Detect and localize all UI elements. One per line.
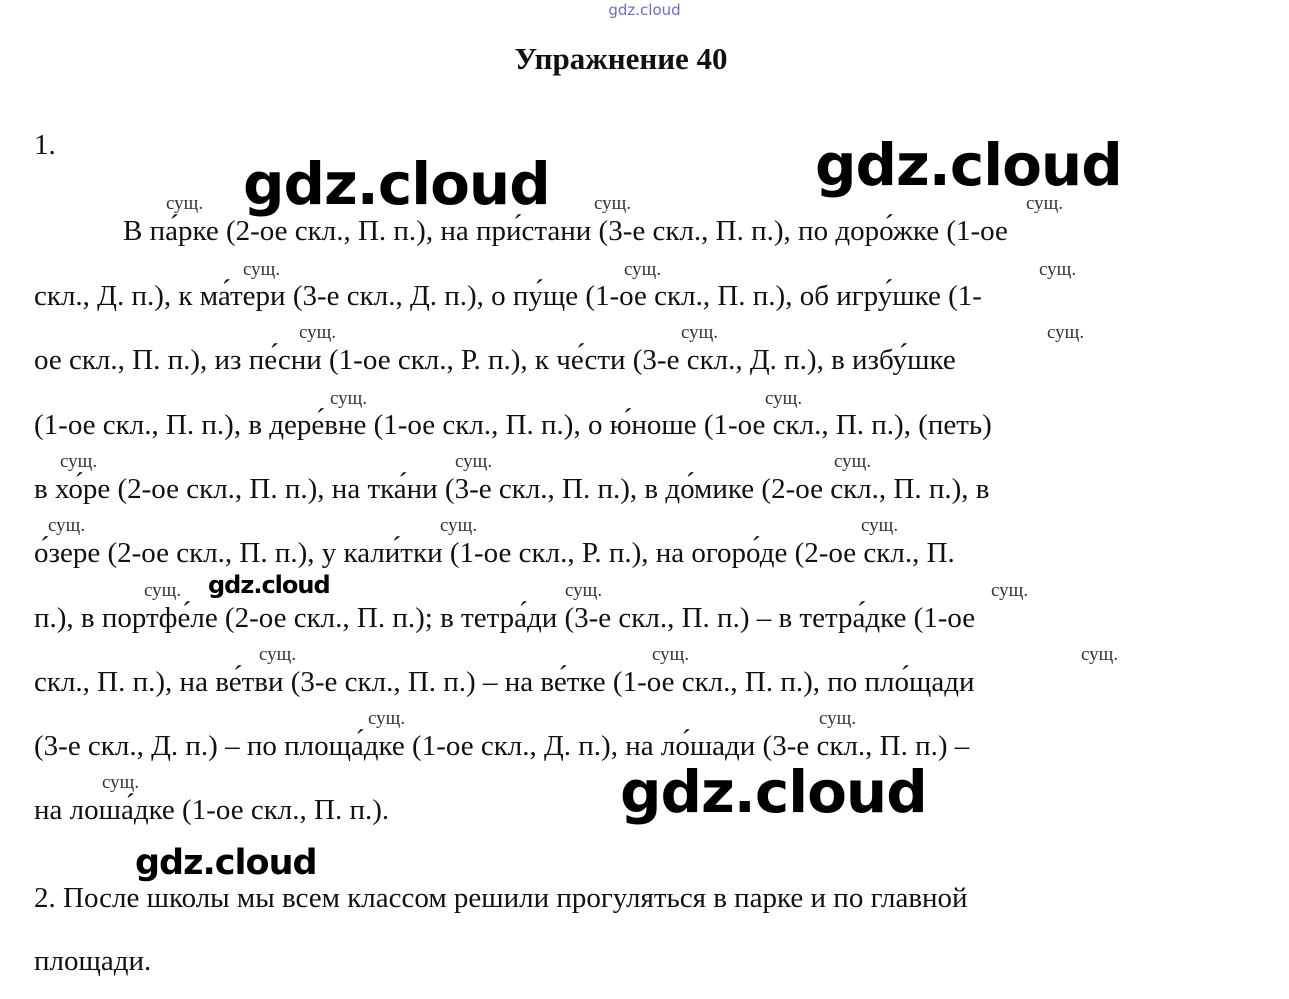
noun-tag: сущ.	[243, 259, 281, 280]
noun-tag: сущ.	[102, 772, 140, 793]
noun-tag: сущ.	[652, 644, 690, 665]
part2-line: площади.	[34, 945, 152, 977]
text-line: (3-е скл., Д. п.) – по площа́дке (1-ое скл., Д. п.), на ло́шади (3-е скл., П. п.) –	[34, 730, 970, 762]
noun-tag: сущ.	[834, 451, 872, 472]
text-line: в хо́ре (2-ое скл., П. п.), на тка́ни (3-е скл., П. п.), в до́мике (2-ое скл., П. п.), в	[34, 473, 990, 505]
noun-tag: сущ.	[1026, 193, 1064, 214]
part1-number: 1.	[34, 129, 56, 161]
text-line: п.), в портфе́ле (2-ое скл., П. п.); в тетра́ди (3-е скл., П. п.) – в тетра́дке (1-ое	[34, 602, 976, 634]
text-line: (1-ое скл., П. п.), в дере́вне (1-ое скл., П. п.), о ю́ноше (1-ое скл., П. п.), (петь)	[34, 409, 992, 441]
noun-tag: сущ.	[440, 515, 478, 536]
watermark: gdz.cloud	[135, 843, 317, 883]
noun-tag: сущ.	[991, 580, 1029, 601]
noun-tag: сущ.	[455, 451, 493, 472]
noun-tag: сущ.	[1047, 322, 1085, 343]
noun-tag: сущ.	[368, 708, 406, 729]
watermark: gdz.cloud	[208, 571, 330, 599]
noun-tag: сущ.	[144, 580, 182, 601]
watermark: gdz.cloud	[243, 150, 550, 218]
noun-tag: сущ.	[819, 708, 857, 729]
header-watermark: gdz.cloud	[608, 1, 681, 19]
noun-tag: сущ.	[166, 193, 204, 214]
noun-tag: сущ.	[681, 322, 719, 343]
noun-tag: сущ.	[624, 259, 662, 280]
text-line: ое скл., П. п.), из пе́сни (1-ое скл., Р. п.), к че́сти (3-е скл., Д. п.), в избу́шке	[34, 344, 956, 376]
text-line: скл., Д. п.), к ма́тери (3-е скл., Д. п.), о пу́ще (1-ое скл., П. п.), об игру́шке (1-	[34, 280, 982, 312]
exercise-title: Упражнение 40	[514, 41, 728, 76]
text-line: о́зере (2-ое скл., П. п.), у кали́тки (1-ое скл., Р. п.), на огоро́де (2-ое скл., П.	[34, 537, 955, 569]
text-line: скл., П. п.), на ве́тви (3-е скл., П. п.) – на ве́тке (1-ое скл., П. п.), по пло́щади	[34, 666, 975, 698]
noun-tag: сущ.	[594, 193, 632, 214]
text-line: В па́рке (2-ое скл., П. п.), на при́стани (3-е скл., П. п.), по доро́жке (1-ое	[123, 215, 1008, 247]
noun-tag: сущ.	[765, 388, 803, 409]
noun-tag: сущ.	[1039, 259, 1077, 280]
noun-tag: сущ.	[1081, 644, 1119, 665]
noun-tag: сущ.	[60, 451, 98, 472]
noun-tag: сущ.	[861, 515, 899, 536]
noun-tag: сущ.	[565, 580, 603, 601]
noun-tag: сущ.	[330, 388, 368, 409]
noun-tag: сущ.	[299, 322, 337, 343]
watermark: gdz.cloud	[620, 758, 927, 826]
part2-line: 2. После школы мы всем классом решили прогуляться в парке и по главной	[34, 882, 968, 914]
watermark: gdz.cloud	[815, 131, 1122, 199]
noun-tag: сущ.	[48, 515, 86, 536]
text-line: на лоша́дке (1-ое скл., П. п.).	[34, 794, 390, 826]
noun-tag: сущ.	[259, 644, 297, 665]
